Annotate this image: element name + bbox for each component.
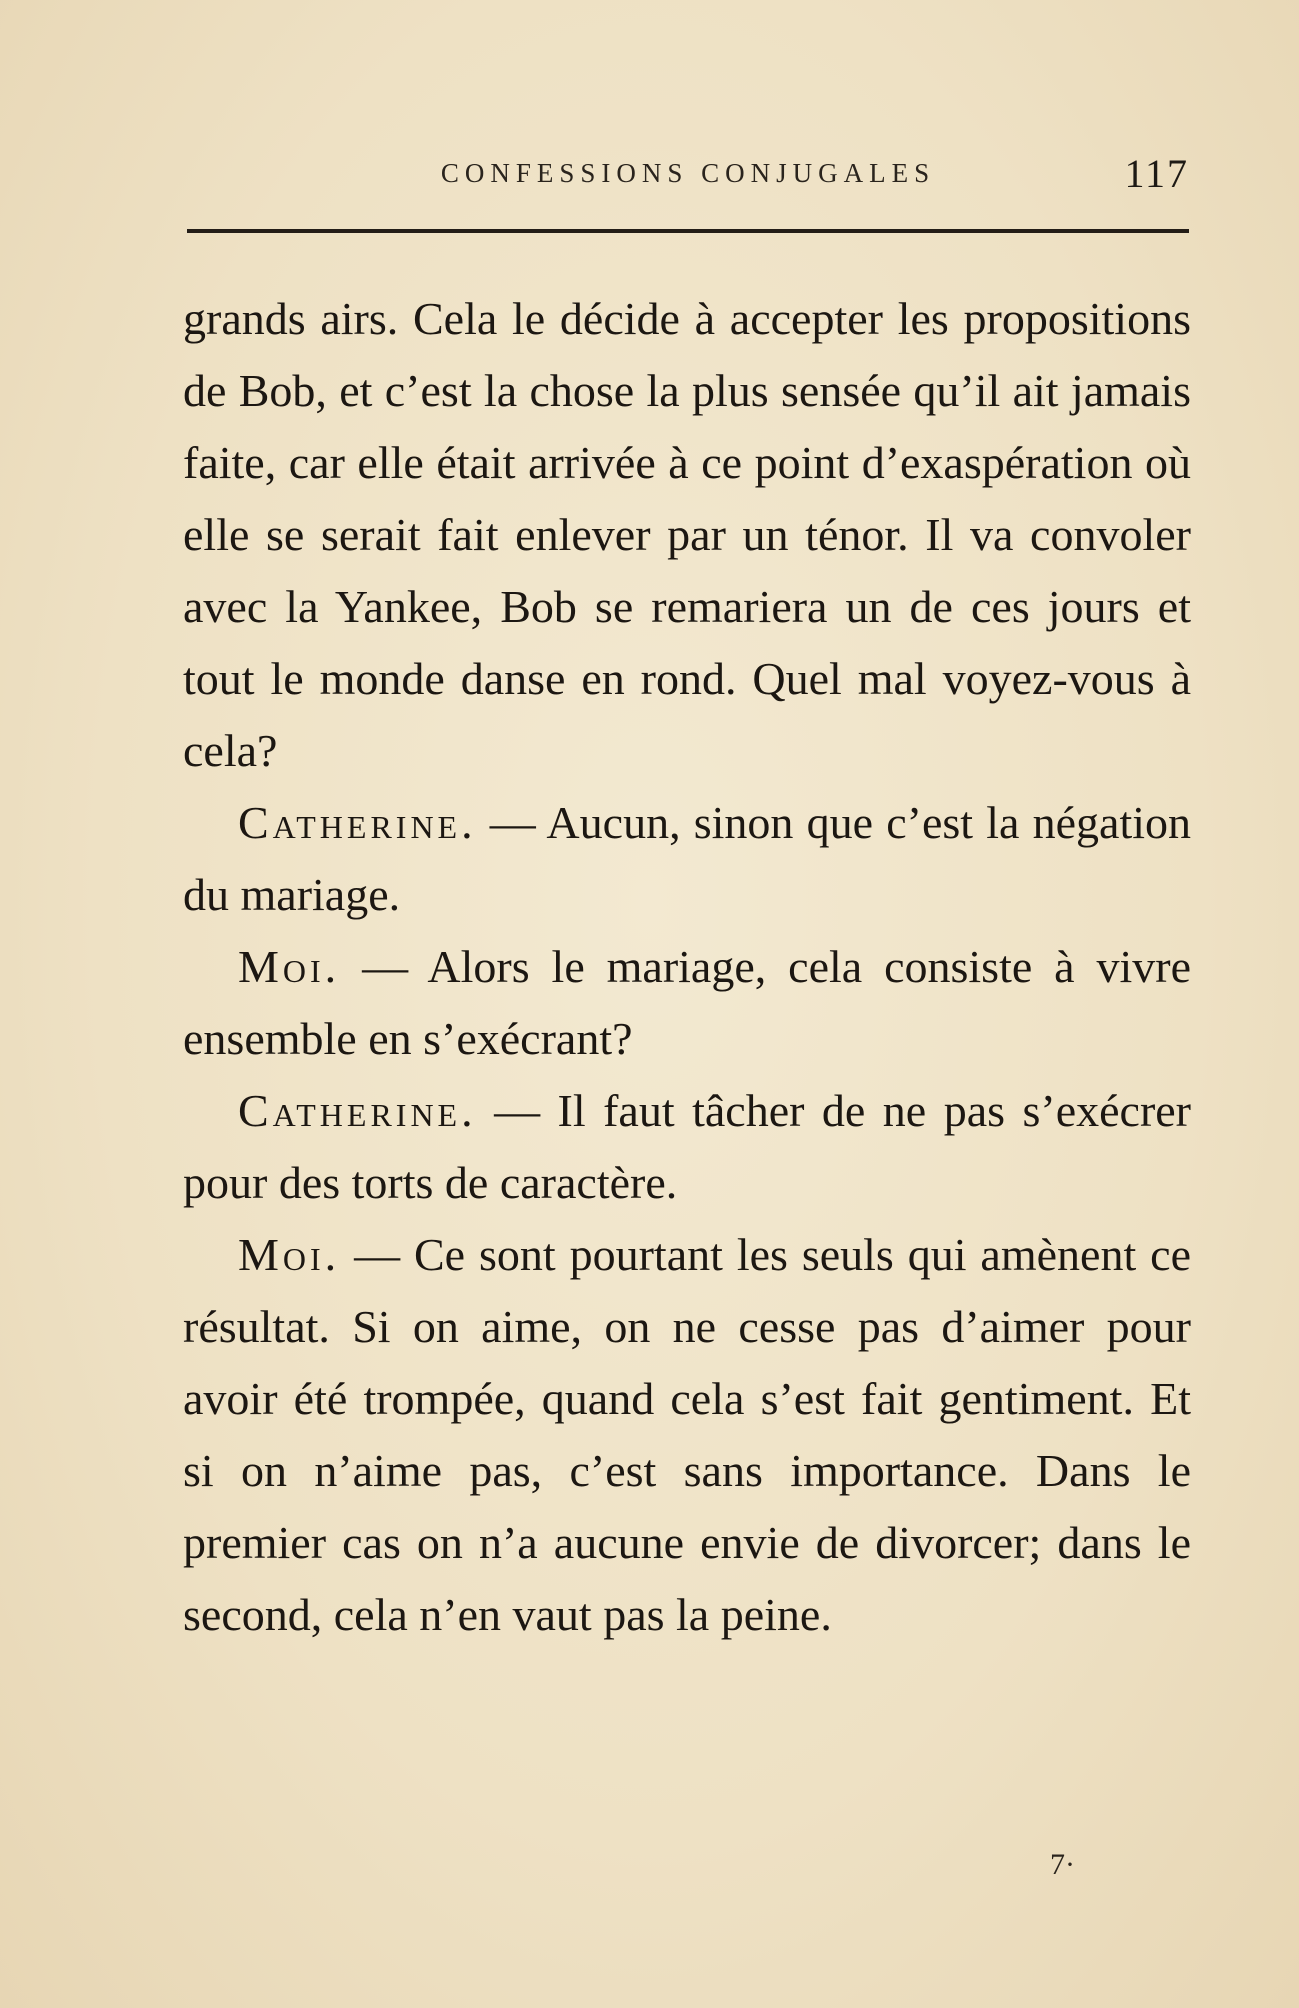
- page-number: 117: [1124, 151, 1189, 196]
- dialogue-paragraph: [183, 787, 1191, 931]
- dialogue-paragraph: [183, 1219, 1191, 1651]
- paragraph-text: — Aucun, sinon que c’est la négation du mariage.: [183, 797, 1191, 920]
- dialogue-paragraph: [183, 1075, 1191, 1219]
- speaker-name: Moi.: [238, 1229, 341, 1280]
- paragraph-continuation: [183, 283, 1191, 787]
- paragraph-text: grands airs. Cela le décide à accepter les propositions de Bob, et c’est la chose la plus sensée qu’il ait jamais faite, car elle était arrivée à ce point d’exaspération où elle se serait fait enlever par un ténor. Il va convoler avec la Yankee, Bob se remariera un de ces jours et tout le monde danse en rond. Quel mal voyez-vous à cela?: [183, 293, 1191, 776]
- speaker-name: Catherine.: [238, 1085, 477, 1136]
- speaker-name: Catherine.: [238, 797, 477, 848]
- paragraph-text: — Alors le mariage, cela consiste à vivre ensemble en s’exécrant?: [183, 941, 1191, 1064]
- dialogue-paragraph: [183, 931, 1191, 1075]
- paragraph-text: — Ce sont pourtant les seuls qui amènent ce résultat. Si on aime, on ne cesse pas d’aimer pour avoir été trompée, quand cela s’est fait gentiment. Et si on n’aime pas, c’est sans importance. Dans le premier cas on n’a aucune envie de divorcer; dans le second, cela n’en vaut pas la peine.: [183, 1229, 1191, 1640]
- paragraph-text: — Il faut tâcher de ne pas s’exécrer pour des torts de caractère.: [183, 1085, 1191, 1208]
- running-header: [187, 150, 1189, 200]
- signature-mark: 7·: [1050, 1848, 1075, 1881]
- body-text: [183, 283, 1191, 1651]
- speaker-name: Moi.: [238, 941, 341, 992]
- running-title: CONFESSIONS CONJUGALES: [440, 158, 936, 188]
- header-rule: [187, 229, 1189, 233]
